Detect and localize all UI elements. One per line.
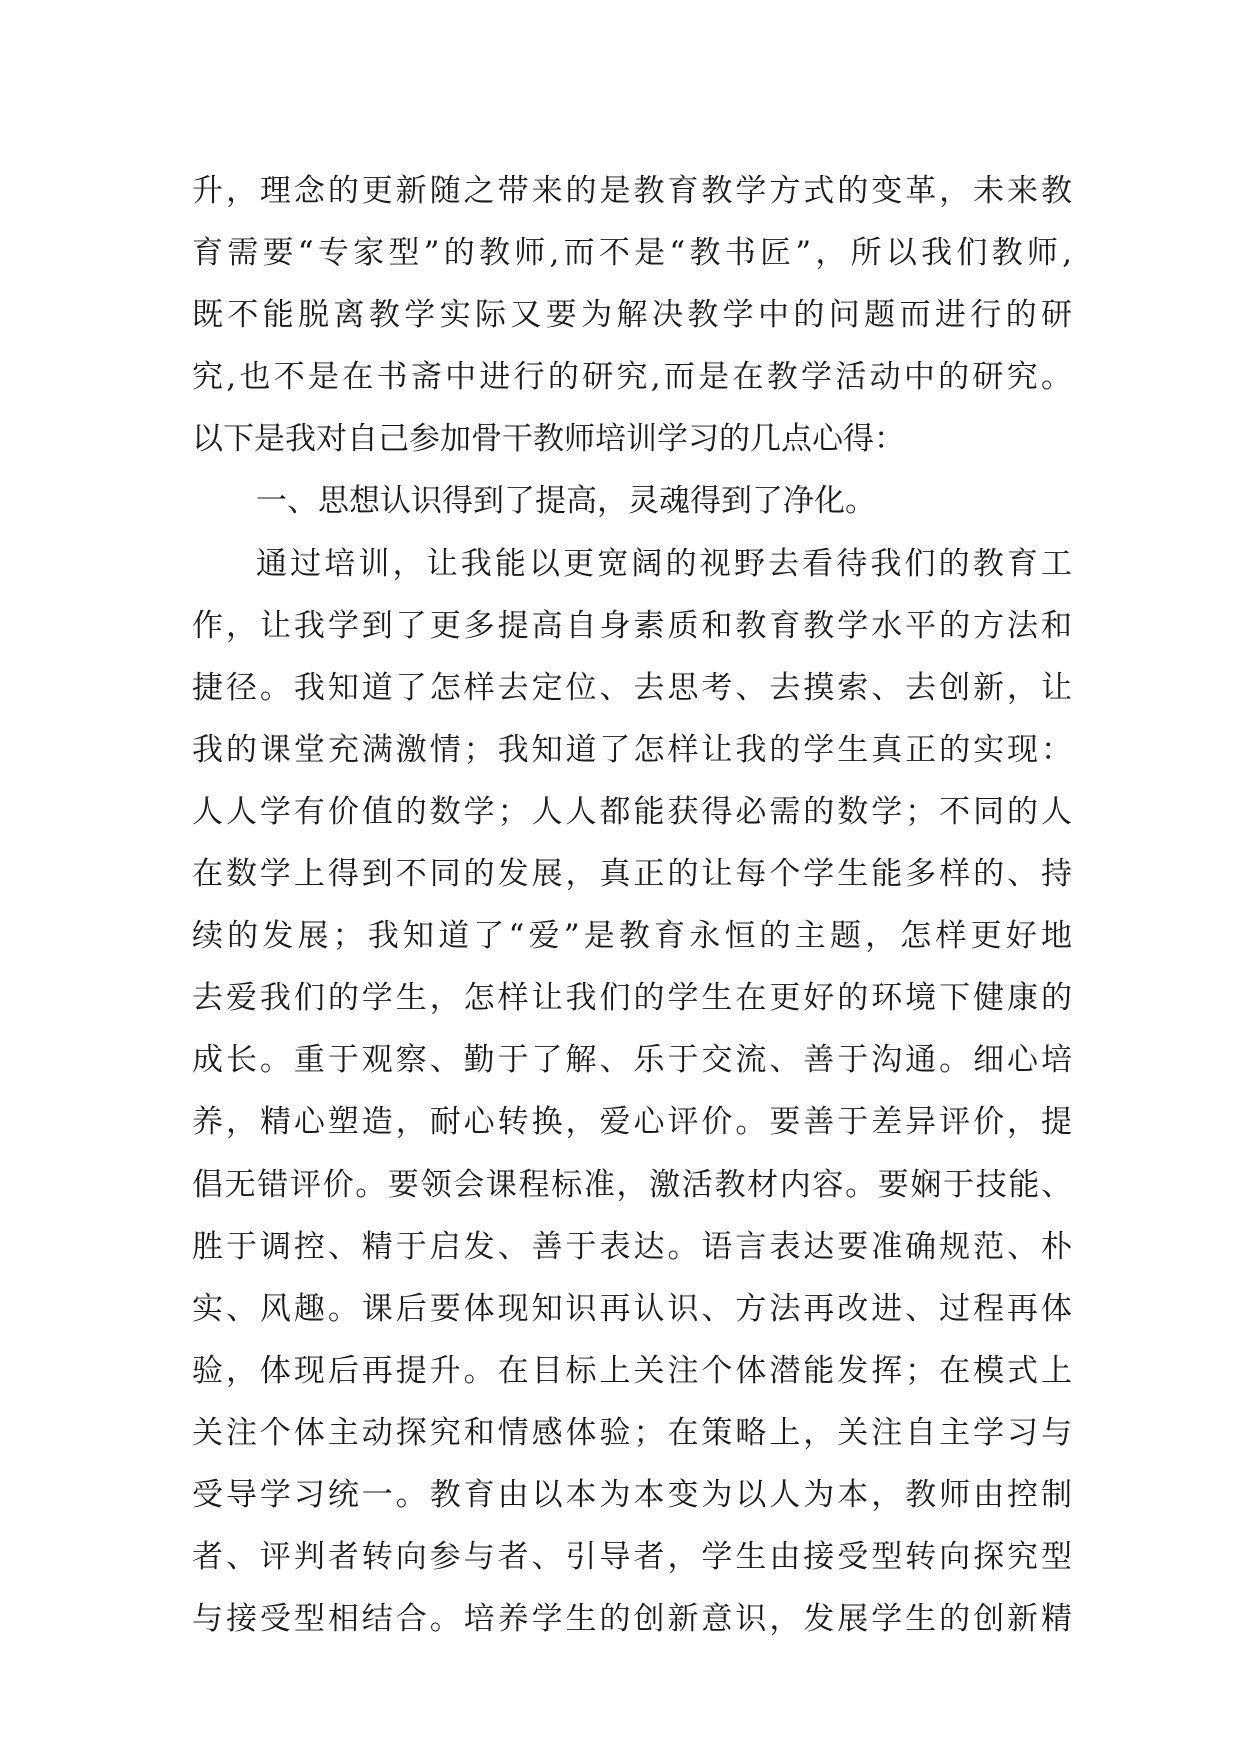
text-line-1: 升，理念的更新随之带来的是教育教学方式的变革，未来教 — [192, 173, 1072, 209]
document-body — [192, 160, 1072, 1650]
text-line-7: 通过培训，让我能以更宽阔的视野去看待我们的教育工 — [256, 545, 1072, 582]
text-line-8: 作，让我学到了更多提高自身素质和教育教学水平的方法和 — [192, 607, 1072, 644]
text-line-4: 究,也不是在书斋中进行的研究,而是在教学活动中的研究。 — [192, 359, 1072, 396]
text-line-18: 胜于调控、精于启发、善于表达。语言表达要准确规范、朴 — [192, 1228, 1072, 1265]
text-line-16: 养，精心塑造，耐心转换，爱心评价。要善于差异评价，提 — [192, 1104, 1072, 1141]
text-line-20: 验，体现后再提升。在目标上关注个体潜能发挥；在模式上 — [192, 1352, 1072, 1389]
text-line-22: 受导学习统一。教育由以本为本变为以人为本，教师由控制 — [192, 1476, 1072, 1513]
text-line-3: 既不能脱离教学实际又要为解决教学中的问题而进行的研 — [192, 297, 1072, 334]
text-line-11: 人人学有价值的数学；人人都能获得必需的数学；不同的人 — [192, 793, 1072, 830]
text-line-19: 实、风趣。课后要体现知识再认识、方法再改进、过程再体 — [192, 1290, 1072, 1327]
text-line-21: 关注个体主动探究和情感体验；在策略上，关注自主学习与 — [192, 1414, 1072, 1451]
section-heading: 一、思想认识得到了提高，灵魂得到了净化。 — [256, 483, 876, 520]
text-line-24: 与接受型相结合。培养学生的创新意识，发展学生的创新精 — [192, 1601, 1072, 1638]
text-line-2: 育需要“专家型”的教师,而不是“教书匠”，所以我们教师, — [192, 235, 1072, 272]
text-line-23: 者、评判者转向参与者、引导者，学生由接受型转向探究型 — [192, 1539, 1072, 1576]
text-line-9: 捷径。我知道了怎样去定位、去思考、去摸索、去创新，让 — [192, 669, 1072, 706]
text-line-10: 我的课堂充满激情；我知道了怎样让我的学生真正的实现： — [192, 731, 1072, 768]
text-line-13: 续的发展；我知道了“爱”是教育永恒的主题，怎样更好地 — [192, 918, 1072, 955]
text-line-12: 在数学上得到不同的发展，真正的让每个学生能多样的、持 — [192, 856, 1072, 893]
text-line-5: 以下是我对自己参加骨干教师培训学习的几点心得： — [192, 421, 905, 458]
text-line-17: 倡无错评价。要领会课程标准，激活教材内容。要娴于技能、 — [192, 1166, 1072, 1203]
text-line-14: 去爱我们的学生，怎样让我们的学生在更好的环境下健康的 — [192, 980, 1072, 1017]
text-line-15: 成长。重于观察、勤于了解、乐于交流、善于沟通。细心培 — [192, 1042, 1072, 1079]
